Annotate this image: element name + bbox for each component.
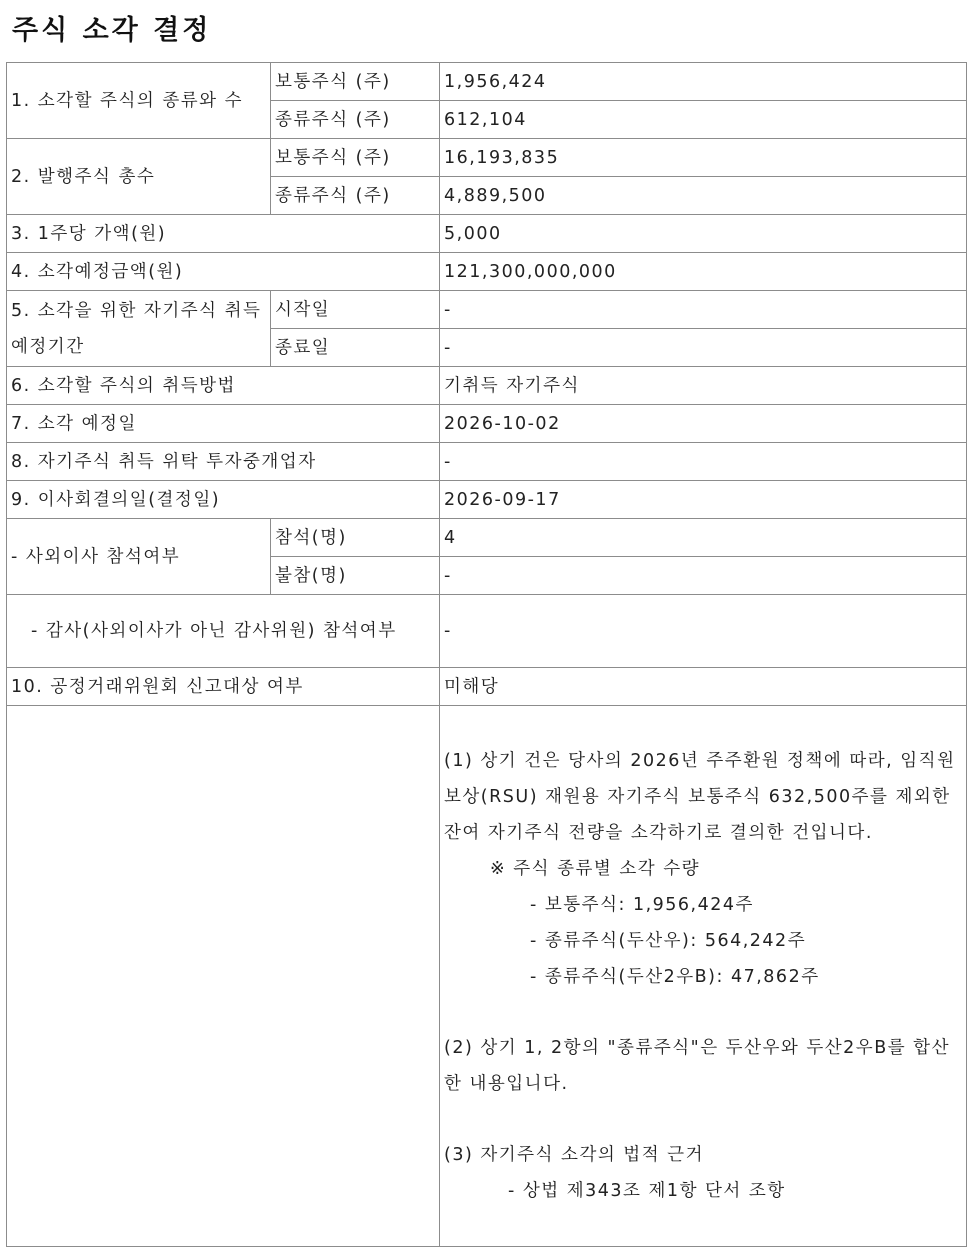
row-label: 7. 소각 예정일 [7, 405, 440, 443]
cell-value: - [440, 557, 967, 595]
cell-value: 4,889,500 [440, 177, 967, 215]
spacer [444, 995, 962, 1030]
row-label: - 사외이사 참석여부 [7, 519, 271, 595]
note-paragraph-1: (1) 상기 건은 당사의 2026년 주주환원 정책에 따라, 임직원 보상(RSU) 재원용 자기주식 보통주식 632,500주를 제외한 잔여 자기주식 전량을 소각하기로 결의한 건입니다. [444, 751, 956, 843]
sub-label: 종료일 [271, 329, 440, 367]
row-label: 4. 소각예정금액(원) [7, 253, 440, 291]
table-row [7, 481, 967, 519]
cell-value: 미해당 [440, 668, 967, 706]
note-paragraph-3: (3) 자기주식 소각의 법적 근거 [444, 1145, 704, 1165]
table-row [7, 63, 967, 101]
note-item: - 종류주식(두산2우B): 47,862주 [530, 967, 820, 987]
cell-value: 2026-09-17 [440, 481, 967, 519]
row-label: 1. 소각할 주식의 종류와 수 [7, 63, 271, 139]
table-row [7, 253, 967, 291]
cell-value: 2026-10-02 [440, 405, 967, 443]
table-row [7, 668, 967, 706]
disclosure-table [6, 62, 967, 1247]
sub-label: 보통주식 (주) [271, 139, 440, 177]
note-item: - 상법 제343조 제1항 단서 조항 [508, 1181, 786, 1201]
table-row [7, 367, 967, 405]
table-row [7, 291, 967, 329]
cell-value: - [440, 329, 967, 367]
note-paragraph-2: (2) 상기 1, 2항의 "종류주식"은 두산우와 두산2우B를 합산한 내용입니다. [444, 1038, 950, 1094]
table-row [7, 443, 967, 481]
sub-label: 종류주식 (주) [271, 101, 440, 139]
cell-value: 4 [440, 519, 967, 557]
sub-label: 보통주식 (주) [271, 63, 440, 101]
cell-value: - [440, 443, 967, 481]
table-row [7, 706, 967, 1247]
note-label-cell [7, 706, 440, 1247]
cell-value: - [440, 291, 967, 329]
row-label: 6. 소각할 주식의 취득방법 [7, 367, 440, 405]
row-label: 8. 자기주식 취득 위탁 투자중개업자 [7, 443, 440, 481]
sub-label: 참석(명) [271, 519, 440, 557]
cell-value: 5,000 [440, 215, 967, 253]
row-label: 10. 공정거래위원회 신고대상 여부 [7, 668, 440, 706]
note-item: - 종류주식(두산우): 564,242주 [530, 931, 807, 951]
table-row [7, 405, 967, 443]
sub-label: 불참(명) [271, 557, 440, 595]
sub-label: 종류주식 (주) [271, 177, 440, 215]
cell-value: 1,956,424 [440, 63, 967, 101]
note-cell [440, 706, 967, 1247]
note-item: - 보통주식: 1,956,424주 [530, 895, 754, 915]
cell-value: 612,104 [440, 101, 967, 139]
cell-value: 16,193,835 [440, 139, 967, 177]
sub-label: 시작일 [271, 291, 440, 329]
cell-value: 121,300,000,000 [440, 253, 967, 291]
cell-value: 기취득 자기주식 [440, 367, 967, 405]
page-title: 주식 소각 결정 [12, 15, 212, 46]
note-subheading: ※ 주식 종류별 소각 수량 [490, 859, 701, 879]
table-row [7, 519, 967, 557]
table-row [7, 139, 967, 177]
row-label: 9. 이사회결의일(결정일) [7, 481, 440, 519]
spacer [444, 1102, 962, 1137]
row-label: - 감사(사외이사가 아닌 감사위원) 참석여부 [7, 595, 440, 668]
cell-value: - [440, 595, 967, 668]
row-label: 5. 소각을 위한 자기주식 취득 예정기간 [7, 291, 271, 367]
row-label: 2. 발행주식 총수 [7, 139, 271, 215]
table-row [7, 595, 967, 668]
row-label: 3. 1주당 가액(원) [7, 215, 440, 253]
table-row [7, 215, 967, 253]
